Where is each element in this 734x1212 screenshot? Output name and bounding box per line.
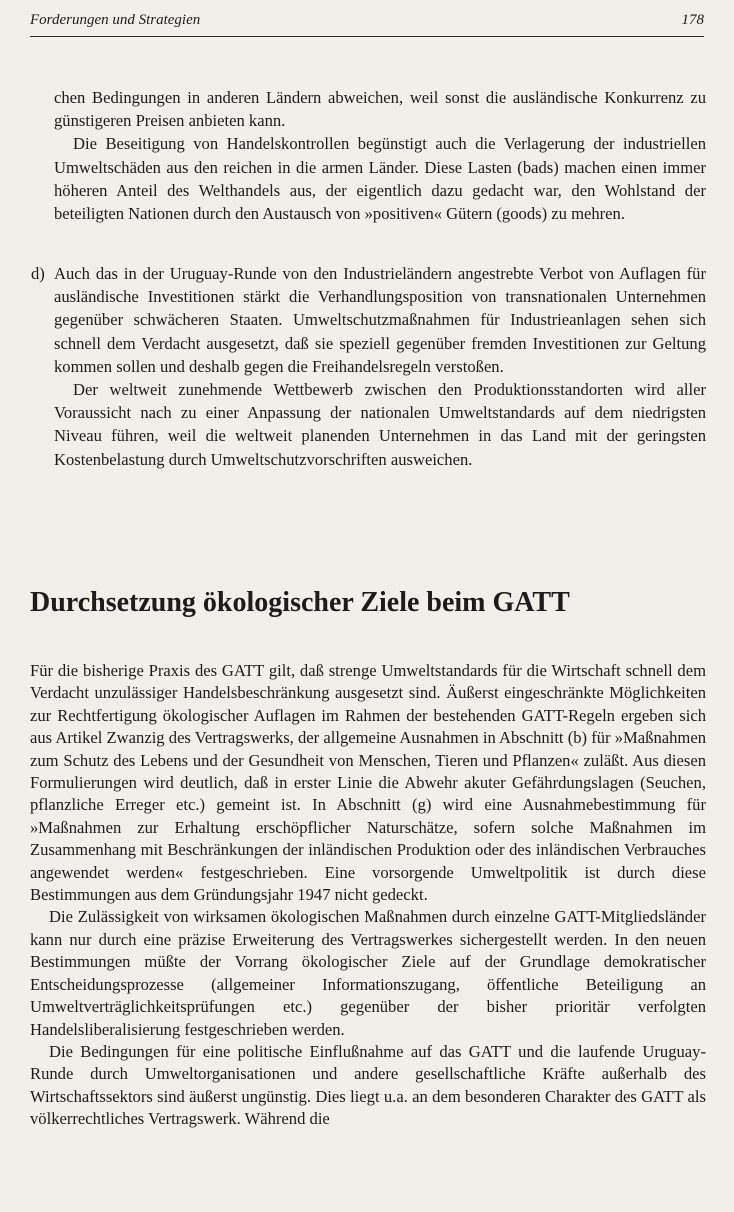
paragraph: Für die bisherige Praxis des GATT gilt, daß strenge Umweltstandards für die Wirtschaft schnell dem Verdacht unzulässiger Handelsbeschränkung ausgesetzt sind. Äußerst eingeschränkte Möglichkeiten zur Rechtfertigung ökologischer Auflagen im Rahmen der bestehenden GATT-Regeln ergeben sich aus Artikel Zwanzig des Vertragswerks, der allgemeine Ausnahmen in Abschnitt (b) für »Maßnahmen zum Schutz des Lebens und der Gesundheit von Menschen, Tieren und Pflanzen« zuläßt. Aus diesen Formulierungen wird deutlich, daß in erster Linie die Abwehr akuter Gefährdungslagen (Seuchen, pflanzliche Erreger etc.) gemeint ist. In Abschnitt (g) wird eine Ausnahmebestimmung für »Maßnahmen zur Erhaltung erschöpflicher Naturschätze, sofern solche Maßnahmen im Zusammenhang mit Beschränkungen der inländischen Produktion oder des inländischen Verbrauches angewendet werden« festgeschrieben. Eine vorsorgende Umweltpolitik ist durch diese Bestimmungen aus dem Gründungsjahr 1947 nicht gedeckt. (30, 661, 706, 905)
list-marker: d) (31, 264, 45, 283)
section-heading: Durchsetzung ökologischer Ziele beim GATT (30, 587, 570, 618)
page-number: 178 (681, 12, 704, 28)
paragraph: Die Zulässigkeit von wirksamen ökologischen Maßnahmen durch einzelne GATT-Mitgliedsländer kann nur durch eine präzise Erweiterung des Vertragswerkes sichergestellt werden. In den neuen Bestimmungen müßte der Vorrang ökologischer Ziele auf der Grundlage demokratischer Entscheidungsprozesse (allgemeiner Informationszugang, öffentliche Beteiligung an Umweltverträglichkeitsprüfungen etc.) gegenüber der bisher prioritär verfolgten Handelsliberalisierung festgeschrieben werden. (30, 907, 706, 1039)
paragraph: chen Bedingungen in anderen Ländern abweichen, weil sonst die ausländische Konkurrenz zu günstigeren Preisen anbieten kann. (54, 88, 706, 131)
running-head-title: Forderungen und Strategien (30, 12, 201, 28)
paragraph: Die Bedingungen für eine politische Einflußnahme auf das GATT und die laufende Uruguay-Runde durch Umweltorganisationen und andere gesellschaftliche Kräfte außerhalb des Wirtschaftssektors sind äußerst ungünstig. Dies liegt u.a. an dem besonderen Charakter des GATT als völkerrechtliches Vertragswerk. Während die (30, 1041, 706, 1129)
section-d (31, 262, 706, 471)
paragraph: Auch das in der Uruguay-Runde von den Industrieländern angestrebte Verbot von Auflagen für ausländische Investitionen stärkt die Verhandlungsposition von transnationalen Unternehmen gegenüber schwächeren Staaten. Umweltschutzmaßnahmen für Industrieanlagen sehen sich schnell dem Verdacht ausgesetzt, daß sie speziell gegenüber fremden Investitionen zur Geltung kommen sollen und deshalb gegen die Freihandelsregeln verstoßen. (54, 264, 706, 376)
section-body (30, 660, 706, 1131)
paragraph: Die Beseitigung von Handelskontrollen begünstigt auch die Verlagerung der industriellen Umweltschäden aus den reichen in die armen Länder. Diese Lasten (bads) machen einen immer höheren Anteil des Welthandels aus, der eigentlich dazu gedacht war, den Wohlstand der beteiligten Nationen durch den Austausch von »positiven« Gütern (goods) zu mehren. (54, 134, 706, 224)
running-head (30, 10, 704, 37)
section-c-continuation (54, 86, 706, 225)
paragraph: Der weltweit zunehmende Wettbewerb zwischen den Produktionsstandorten wird aller Voraussicht nach zu einer Anpassung der nationalen Umweltstandards auf dem niedrigsten Niveau führen, weil die weltweit planenden Unternehmen in das Land mit der geringsten Kostenbelastung durch Umweltschutzvorschriften ausweichen. (54, 380, 706, 469)
